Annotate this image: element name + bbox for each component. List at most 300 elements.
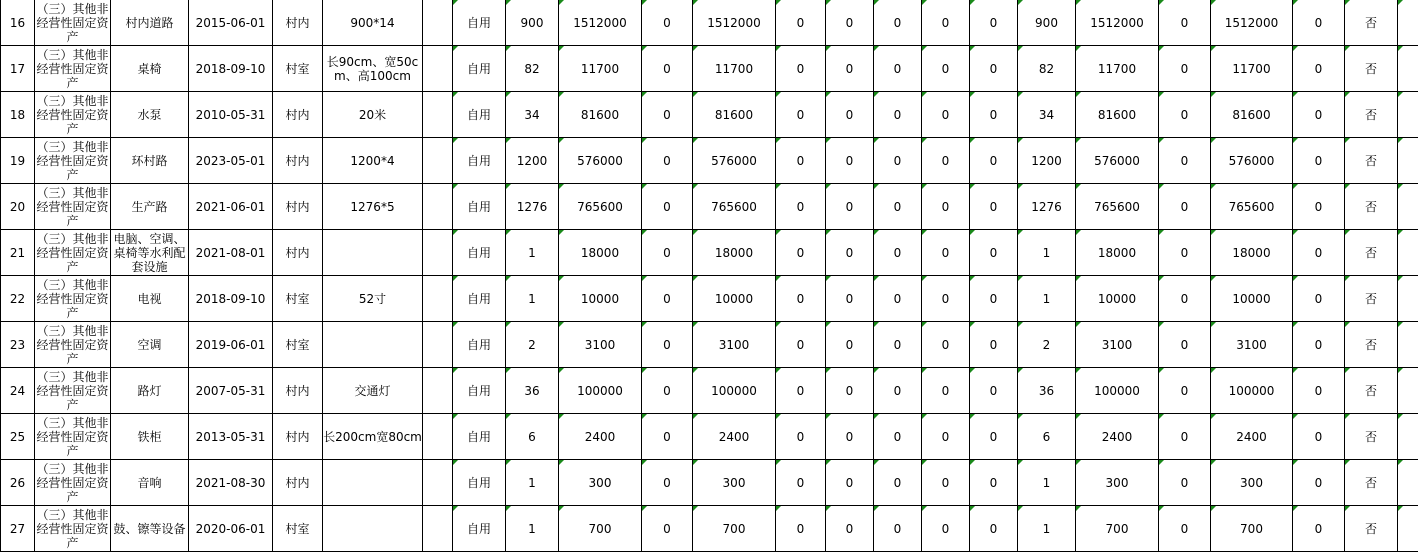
original-value-cell[interactable]: 300 (559, 460, 642, 506)
empty-cell-cell[interactable] (1398, 0, 1418, 46)
verified-depreciation-cell[interactable]: 0 (1159, 322, 1211, 368)
value-col-1-cell[interactable]: 0 (776, 460, 826, 506)
flag-yes-no-cell[interactable]: 否 (1345, 92, 1398, 138)
verified-quantity-cell[interactable]: 1200 (1018, 138, 1076, 184)
original-value-cell[interactable]: 576000 (559, 138, 642, 184)
location-cell[interactable]: 村内 (273, 368, 323, 414)
usage-type-cell[interactable]: 自用 (453, 46, 506, 92)
specification-cell[interactable] (323, 460, 423, 506)
row-number-cell[interactable]: 23 (1, 322, 35, 368)
quantity-cell[interactable]: 82 (506, 46, 559, 92)
verified-quantity-cell[interactable]: 82 (1018, 46, 1076, 92)
depreciation-value-cell[interactable]: 0 (642, 322, 693, 368)
value-col-2-cell[interactable]: 0 (826, 138, 874, 184)
depreciation-value-cell[interactable]: 0 (642, 368, 693, 414)
value-col-5-cell[interactable]: 0 (970, 414, 1018, 460)
value-col-3-cell[interactable]: 0 (874, 322, 922, 368)
asset-category-cell[interactable]: （三）其他非经营性固定资产 (36, 231, 109, 274)
asset-category-cell[interactable]: （三）其他非经营性固定资产 (36, 1, 109, 44)
value-col-1-cell[interactable]: 0 (776, 0, 826, 46)
difference-value-cell[interactable]: 0 (1293, 506, 1345, 552)
net-value-cell[interactable]: 100000 (693, 368, 776, 414)
net-value-cell[interactable]: 1512000 (693, 0, 776, 46)
verified-depreciation-cell[interactable]: 0 (1159, 276, 1211, 322)
verified-quantity-cell[interactable]: 2 (1018, 322, 1076, 368)
value-col-5-cell[interactable]: 0 (970, 138, 1018, 184)
empty-cell-cell[interactable] (423, 460, 453, 506)
net-value-cell[interactable]: 10000 (693, 276, 776, 322)
difference-value-cell[interactable]: 0 (1293, 92, 1345, 138)
value-col-5-cell[interactable]: 0 (970, 46, 1018, 92)
acquire-date-cell[interactable]: 2021-08-30 (189, 460, 273, 506)
acquire-date-cell[interactable]: 2010-05-31 (189, 92, 273, 138)
verified-quantity-cell[interactable]: 6 (1018, 414, 1076, 460)
location-cell[interactable]: 村内 (273, 138, 323, 184)
value-col-1-cell[interactable]: 0 (776, 414, 826, 460)
value-col-3-cell[interactable]: 0 (874, 506, 922, 552)
value-col-5-cell[interactable]: 0 (970, 0, 1018, 46)
empty-cell-cell[interactable] (1398, 506, 1418, 552)
usage-type-cell[interactable]: 自用 (453, 138, 506, 184)
usage-type-cell[interactable]: 自用 (453, 276, 506, 322)
row-number-cell[interactable]: 18 (1, 92, 35, 138)
verified-original-value-cell[interactable]: 100000 (1076, 368, 1159, 414)
specification-cell[interactable]: 交通灯 (323, 368, 423, 414)
verified-original-value-cell[interactable]: 300 (1076, 460, 1159, 506)
depreciation-value-cell[interactable]: 0 (642, 46, 693, 92)
specification-cell[interactable]: 1200*4 (323, 138, 423, 184)
location-cell[interactable]: 村内 (273, 460, 323, 506)
verified-original-value-cell[interactable]: 11700 (1076, 46, 1159, 92)
verified-net-value-cell[interactable]: 576000 (1211, 138, 1293, 184)
verified-net-value-cell[interactable]: 700 (1211, 506, 1293, 552)
empty-cell-cell[interactable] (423, 46, 453, 92)
depreciation-value-cell[interactable]: 0 (642, 184, 693, 230)
empty-cell-cell[interactable] (1398, 368, 1418, 414)
verified-quantity-cell[interactable]: 1 (1018, 460, 1076, 506)
verified-quantity-cell[interactable]: 1 (1018, 230, 1076, 276)
value-col-5-cell[interactable]: 0 (970, 322, 1018, 368)
location-cell[interactable]: 村室 (273, 276, 323, 322)
verified-quantity-cell[interactable]: 1 (1018, 506, 1076, 552)
verified-net-value-cell[interactable]: 300 (1211, 460, 1293, 506)
quantity-cell[interactable]: 900 (506, 0, 559, 46)
value-col-3-cell[interactable]: 0 (874, 230, 922, 276)
quantity-cell[interactable]: 1 (506, 460, 559, 506)
empty-cell-cell[interactable] (1398, 138, 1418, 184)
value-col-4-cell[interactable]: 0 (922, 0, 970, 46)
value-col-3-cell[interactable]: 0 (874, 460, 922, 506)
verified-original-value-cell[interactable]: 81600 (1076, 92, 1159, 138)
row-number-cell[interactable]: 19 (1, 138, 35, 184)
row-number-cell[interactable]: 24 (1, 368, 35, 414)
value-col-4-cell[interactable]: 0 (922, 506, 970, 552)
usage-type-cell[interactable]: 自用 (453, 230, 506, 276)
depreciation-value-cell[interactable]: 0 (642, 138, 693, 184)
verified-original-value-cell[interactable]: 2400 (1076, 414, 1159, 460)
difference-value-cell[interactable]: 0 (1293, 276, 1345, 322)
location-cell[interactable]: 村室 (273, 506, 323, 552)
difference-value-cell[interactable]: 0 (1293, 184, 1345, 230)
original-value-cell[interactable]: 700 (559, 506, 642, 552)
usage-type-cell[interactable]: 自用 (453, 92, 506, 138)
asset-category-cell[interactable]: （三）其他非经营性固定资产 (36, 461, 109, 504)
value-col-4-cell[interactable]: 0 (922, 414, 970, 460)
verified-original-value-cell[interactable]: 576000 (1076, 138, 1159, 184)
row-number-cell[interactable]: 22 (1, 276, 35, 322)
value-col-5-cell[interactable]: 0 (970, 230, 1018, 276)
value-col-1-cell[interactable]: 0 (776, 184, 826, 230)
row-number-cell[interactable]: 16 (1, 0, 35, 46)
value-col-2-cell[interactable]: 0 (826, 184, 874, 230)
table-row (1, 276, 1418, 322)
empty-cell-cell[interactable] (1398, 276, 1418, 322)
depreciation-value-cell[interactable]: 0 (642, 506, 693, 552)
location-cell[interactable]: 村内 (273, 414, 323, 460)
asset-name-cell[interactable]: 村内道路 (111, 0, 189, 46)
flag-yes-no-cell[interactable]: 否 (1345, 414, 1398, 460)
quantity-cell[interactable]: 1 (506, 230, 559, 276)
difference-value-cell[interactable]: 0 (1293, 414, 1345, 460)
value-col-3-cell[interactable]: 0 (874, 414, 922, 460)
asset-name-cell[interactable]: 电视 (111, 276, 189, 322)
verified-net-value-cell[interactable]: 11700 (1211, 46, 1293, 92)
original-value-cell[interactable]: 11700 (559, 46, 642, 92)
quantity-cell[interactable]: 1 (506, 276, 559, 322)
value-col-1-cell[interactable]: 0 (776, 92, 826, 138)
specification-cell[interactable] (323, 230, 423, 276)
value-col-1-cell[interactable]: 0 (776, 138, 826, 184)
quantity-cell[interactable]: 36 (506, 368, 559, 414)
location-cell[interactable]: 村室 (273, 46, 323, 92)
original-value-cell[interactable]: 1512000 (559, 0, 642, 46)
verified-quantity-cell[interactable]: 900 (1018, 0, 1076, 46)
net-value-cell[interactable]: 11700 (693, 46, 776, 92)
acquire-date-cell[interactable]: 2021-08-01 (189, 230, 273, 276)
table-row (1, 46, 1418, 92)
difference-value-cell[interactable]: 0 (1293, 138, 1345, 184)
asset-name-cell[interactable]: 桌椅 (111, 46, 189, 92)
verified-net-value-cell[interactable]: 3100 (1211, 322, 1293, 368)
quantity-cell[interactable]: 1 (506, 506, 559, 552)
verified-original-value-cell[interactable]: 700 (1076, 506, 1159, 552)
usage-type-cell[interactable]: 自用 (453, 0, 506, 46)
asset-category-cell[interactable]: （三）其他非经营性固定资产 (36, 507, 109, 550)
difference-value-cell[interactable]: 0 (1293, 322, 1345, 368)
original-value-cell[interactable]: 81600 (559, 92, 642, 138)
flag-yes-no-cell[interactable]: 否 (1345, 322, 1398, 368)
empty-cell-cell[interactable] (423, 184, 453, 230)
acquire-date-cell[interactable]: 2015-06-01 (189, 0, 273, 46)
empty-cell-cell[interactable] (423, 506, 453, 552)
difference-value-cell[interactable]: 0 (1293, 0, 1345, 46)
verified-net-value-cell[interactable]: 10000 (1211, 276, 1293, 322)
verified-depreciation-cell[interactable]: 0 (1159, 46, 1211, 92)
flag-yes-no-cell[interactable]: 否 (1345, 368, 1398, 414)
asset-name-cell[interactable]: 生产路 (111, 184, 189, 230)
original-value-cell[interactable]: 3100 (559, 322, 642, 368)
empty-cell-cell[interactable] (1398, 230, 1418, 276)
value-col-1-cell[interactable]: 0 (776, 322, 826, 368)
net-value-cell[interactable]: 3100 (693, 322, 776, 368)
verified-original-value-cell[interactable]: 765600 (1076, 184, 1159, 230)
verified-original-value-cell[interactable]: 18000 (1076, 230, 1159, 276)
usage-type-cell[interactable]: 自用 (453, 322, 506, 368)
usage-type-cell[interactable]: 自用 (453, 184, 506, 230)
verified-depreciation-cell[interactable]: 0 (1159, 0, 1211, 46)
original-value-cell[interactable]: 18000 (559, 230, 642, 276)
specification-cell[interactable]: 长200cm宽80cm (323, 414, 423, 460)
value-col-1-cell[interactable]: 0 (776, 46, 826, 92)
value-col-5-cell[interactable]: 0 (970, 368, 1018, 414)
verified-depreciation-cell[interactable]: 0 (1159, 506, 1211, 552)
net-value-cell[interactable]: 700 (693, 506, 776, 552)
empty-cell-cell[interactable] (423, 138, 453, 184)
difference-value-cell[interactable]: 0 (1293, 460, 1345, 506)
asset-name-cell[interactable]: 路灯 (111, 368, 189, 414)
verified-depreciation-cell[interactable]: 0 (1159, 138, 1211, 184)
quantity-cell[interactable]: 6 (506, 414, 559, 460)
value-col-2-cell[interactable]: 0 (826, 414, 874, 460)
location-cell[interactable]: 村内 (273, 92, 323, 138)
value-col-4-cell[interactable]: 0 (922, 184, 970, 230)
value-col-1-cell[interactable]: 0 (776, 276, 826, 322)
value-col-4-cell[interactable]: 0 (922, 368, 970, 414)
value-col-4-cell[interactable]: 0 (922, 276, 970, 322)
flag-yes-no-cell[interactable]: 否 (1345, 46, 1398, 92)
verified-depreciation-cell[interactable]: 0 (1159, 460, 1211, 506)
specification-cell[interactable]: 20米 (323, 92, 423, 138)
asset-name-cell[interactable]: 环村路 (111, 138, 189, 184)
usage-type-cell[interactable]: 自用 (453, 506, 506, 552)
table-row (1, 368, 1418, 414)
net-value-cell[interactable]: 300 (693, 460, 776, 506)
asset-category-cell[interactable]: （三）其他非经营性固定资产 (36, 139, 109, 182)
specification-cell[interactable]: 1276*5 (323, 184, 423, 230)
asset-name-cell[interactable]: 空调 (111, 322, 189, 368)
value-col-4-cell[interactable]: 0 (922, 322, 970, 368)
asset-name-cell[interactable]: 电脑、空调、桌椅等水利配套设施 (111, 230, 189, 276)
flag-yes-no-cell[interactable]: 否 (1345, 276, 1398, 322)
verified-quantity-cell[interactable]: 1276 (1018, 184, 1076, 230)
empty-cell-cell[interactable] (423, 0, 453, 46)
value-col-2-cell[interactable]: 0 (826, 322, 874, 368)
verified-quantity-cell[interactable]: 1 (1018, 276, 1076, 322)
value-col-2-cell[interactable]: 0 (826, 460, 874, 506)
acquire-date-cell[interactable]: 2019-06-01 (189, 322, 273, 368)
usage-type-cell[interactable]: 自用 (453, 414, 506, 460)
verified-net-value-cell[interactable]: 81600 (1211, 92, 1293, 138)
asset-name-cell[interactable]: 鼓、镲等设备 (111, 506, 189, 552)
row-number-cell[interactable]: 20 (1, 184, 35, 230)
row-number-cell[interactable]: 21 (1, 230, 35, 276)
location-cell[interactable]: 村室 (273, 322, 323, 368)
specification-cell[interactable]: 长90cm、宽50cm、高100cm (323, 46, 423, 92)
usage-type-cell[interactable]: 自用 (453, 460, 506, 506)
flag-yes-no-cell[interactable]: 否 (1345, 506, 1398, 552)
location-cell[interactable]: 村内 (273, 184, 323, 230)
table-row (1, 322, 1418, 368)
empty-cell-cell[interactable] (1398, 322, 1418, 368)
original-value-cell[interactable]: 765600 (559, 184, 642, 230)
difference-value-cell[interactable]: 0 (1293, 230, 1345, 276)
value-col-1-cell[interactable]: 0 (776, 230, 826, 276)
empty-cell-cell[interactable] (423, 322, 453, 368)
value-col-4-cell[interactable]: 0 (922, 138, 970, 184)
table-row (1, 506, 1418, 552)
asset-category-cell[interactable]: （三）其他非经营性固定资产 (36, 93, 109, 136)
specification-cell[interactable] (323, 322, 423, 368)
verified-depreciation-cell[interactable]: 0 (1159, 184, 1211, 230)
asset-category-cell[interactable]: （三）其他非经营性固定资产 (36, 323, 109, 366)
value-col-2-cell[interactable]: 0 (826, 368, 874, 414)
table-row (1, 92, 1418, 138)
flag-yes-no-cell[interactable]: 否 (1345, 230, 1398, 276)
value-col-3-cell[interactable]: 0 (874, 368, 922, 414)
verified-net-value-cell[interactable]: 1512000 (1211, 0, 1293, 46)
value-col-2-cell[interactable]: 0 (826, 46, 874, 92)
row-number-cell[interactable]: 27 (1, 506, 35, 552)
value-col-5-cell[interactable]: 0 (970, 276, 1018, 322)
empty-cell-cell[interactable] (423, 276, 453, 322)
net-value-cell[interactable]: 2400 (693, 414, 776, 460)
verified-quantity-cell[interactable]: 34 (1018, 92, 1076, 138)
flag-yes-no-cell[interactable]: 否 (1345, 184, 1398, 230)
acquire-date-cell[interactable]: 2018-09-10 (189, 276, 273, 322)
value-col-5-cell[interactable]: 0 (970, 184, 1018, 230)
depreciation-value-cell[interactable]: 0 (642, 230, 693, 276)
location-cell[interactable]: 村内 (273, 230, 323, 276)
value-col-2-cell[interactable]: 0 (826, 0, 874, 46)
location-cell[interactable]: 村内 (273, 0, 323, 46)
value-col-5-cell[interactable]: 0 (970, 92, 1018, 138)
empty-cell-cell[interactable] (1398, 184, 1418, 230)
specification-cell[interactable]: 52寸 (323, 276, 423, 322)
depreciation-value-cell[interactable]: 0 (642, 0, 693, 46)
depreciation-value-cell[interactable]: 0 (642, 276, 693, 322)
table-row (1, 230, 1418, 276)
verified-original-value-cell[interactable]: 3100 (1076, 322, 1159, 368)
acquire-date-cell[interactable]: 2021-06-01 (189, 184, 273, 230)
row-number-cell[interactable]: 25 (1, 414, 35, 460)
empty-cell-cell[interactable] (423, 92, 453, 138)
value-col-3-cell[interactable]: 0 (874, 276, 922, 322)
specification-cell[interactable]: 900*14 (323, 0, 423, 46)
value-col-4-cell[interactable]: 0 (922, 92, 970, 138)
net-value-cell[interactable]: 81600 (693, 92, 776, 138)
depreciation-value-cell[interactable]: 0 (642, 414, 693, 460)
verified-net-value-cell[interactable]: 765600 (1211, 184, 1293, 230)
value-col-4-cell[interactable]: 0 (922, 230, 970, 276)
verified-depreciation-cell[interactable]: 0 (1159, 92, 1211, 138)
value-col-3-cell[interactable]: 0 (874, 46, 922, 92)
table-row (1, 184, 1418, 230)
value-col-5-cell[interactable]: 0 (970, 506, 1018, 552)
value-col-3-cell[interactable]: 0 (874, 184, 922, 230)
verified-depreciation-cell[interactable]: 0 (1159, 230, 1211, 276)
asset-category-cell[interactable]: （三）其他非经营性固定资产 (36, 185, 109, 228)
value-col-3-cell[interactable]: 0 (874, 138, 922, 184)
original-value-cell[interactable]: 2400 (559, 414, 642, 460)
original-value-cell[interactable]: 10000 (559, 276, 642, 322)
empty-cell-cell[interactable] (423, 368, 453, 414)
table-row (1, 138, 1418, 184)
acquire-date-cell[interactable]: 2018-09-10 (189, 46, 273, 92)
acquire-date-cell[interactable]: 2013-05-31 (189, 414, 273, 460)
quantity-cell[interactable]: 1200 (506, 138, 559, 184)
asset-category-cell[interactable]: （三）其他非经营性固定资产 (36, 277, 109, 320)
asset-category-cell[interactable]: （三）其他非经营性固定资产 (36, 369, 109, 412)
original-value-cell[interactable]: 100000 (559, 368, 642, 414)
asset-name-cell[interactable]: 水泵 (111, 92, 189, 138)
table-row (1, 460, 1418, 506)
value-col-1-cell[interactable]: 0 (776, 368, 826, 414)
verified-depreciation-cell[interactable]: 0 (1159, 414, 1211, 460)
acquire-date-cell[interactable]: 2023-05-01 (189, 138, 273, 184)
value-col-2-cell[interactable]: 0 (826, 276, 874, 322)
value-col-3-cell[interactable]: 0 (874, 92, 922, 138)
verified-depreciation-cell[interactable]: 0 (1159, 368, 1211, 414)
net-value-cell[interactable]: 765600 (693, 184, 776, 230)
row-number-cell[interactable]: 17 (1, 46, 35, 92)
asset-name-cell[interactable]: 音响 (111, 460, 189, 506)
empty-cell-cell[interactable] (1398, 414, 1418, 460)
asset-category-cell[interactable]: （三）其他非经营性固定资产 (36, 415, 109, 458)
usage-type-cell[interactable]: 自用 (453, 368, 506, 414)
specification-cell[interactable] (323, 506, 423, 552)
table-row (1, 0, 1418, 46)
value-col-4-cell[interactable]: 0 (922, 460, 970, 506)
flag-yes-no-cell[interactable]: 否 (1345, 0, 1398, 46)
depreciation-value-cell[interactable]: 0 (642, 460, 693, 506)
asset-category-cell[interactable]: （三）其他非经营性固定资产 (36, 47, 109, 90)
value-col-1-cell[interactable]: 0 (776, 506, 826, 552)
empty-cell-cell[interactable] (1398, 46, 1418, 92)
empty-cell-cell[interactable] (423, 414, 453, 460)
asset-name-cell[interactable]: 铁柜 (111, 414, 189, 460)
value-col-4-cell[interactable]: 0 (922, 46, 970, 92)
verified-net-value-cell[interactable]: 18000 (1211, 230, 1293, 276)
verified-original-value-cell[interactable]: 10000 (1076, 276, 1159, 322)
acquire-date-cell[interactable]: 2020-06-01 (189, 506, 273, 552)
acquire-date-cell[interactable]: 2007-05-31 (189, 368, 273, 414)
verified-original-value-cell[interactable]: 1512000 (1076, 0, 1159, 46)
flag-yes-no-cell[interactable]: 否 (1345, 138, 1398, 184)
empty-cell-cell[interactable] (1398, 460, 1418, 506)
net-value-cell[interactable]: 18000 (693, 230, 776, 276)
quantity-cell[interactable]: 2 (506, 322, 559, 368)
verified-quantity-cell[interactable]: 36 (1018, 368, 1076, 414)
value-col-2-cell[interactable]: 0 (826, 92, 874, 138)
quantity-cell[interactable]: 1276 (506, 184, 559, 230)
difference-value-cell[interactable]: 0 (1293, 46, 1345, 92)
row-number-cell[interactable]: 26 (1, 460, 35, 506)
net-value-cell[interactable]: 576000 (693, 138, 776, 184)
value-col-2-cell[interactable]: 0 (826, 230, 874, 276)
verified-net-value-cell[interactable]: 2400 (1211, 414, 1293, 460)
value-col-5-cell[interactable]: 0 (970, 460, 1018, 506)
table-row (1, 414, 1418, 460)
value-col-2-cell[interactable]: 0 (826, 506, 874, 552)
value-col-3-cell[interactable]: 0 (874, 0, 922, 46)
verified-net-value-cell[interactable]: 100000 (1211, 368, 1293, 414)
empty-cell-cell[interactable] (1398, 92, 1418, 138)
depreciation-value-cell[interactable]: 0 (642, 92, 693, 138)
flag-yes-no-cell[interactable]: 否 (1345, 460, 1398, 506)
difference-value-cell[interactable]: 0 (1293, 368, 1345, 414)
quantity-cell[interactable]: 34 (506, 92, 559, 138)
empty-cell-cell[interactable] (423, 230, 453, 276)
